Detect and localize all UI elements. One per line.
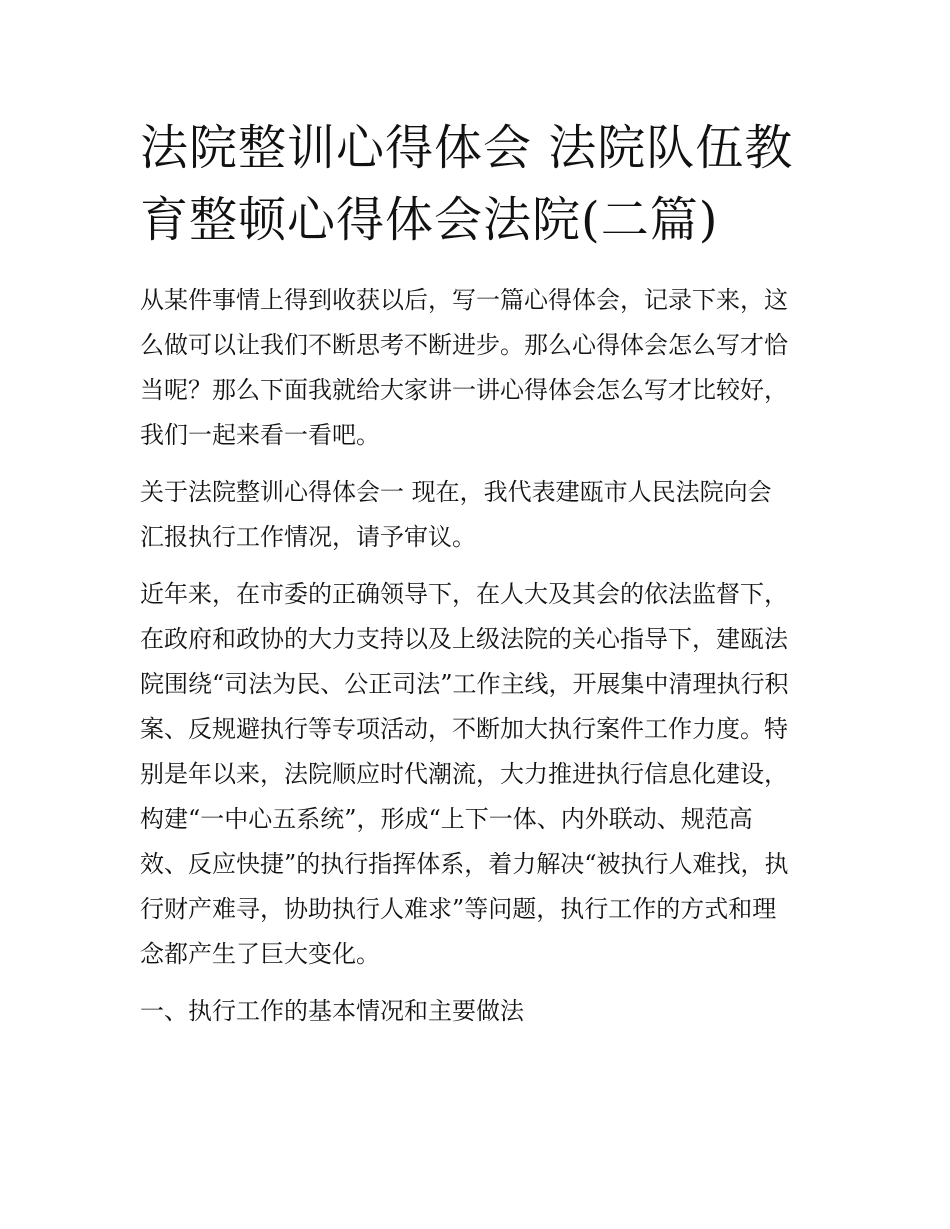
- text-line: 从某件事情上得到收获以后，写一篇心得体会，记录下来，这: [140, 286, 788, 314]
- text-line: 念都产生了巨大变化。: [140, 940, 380, 968]
- text-line: 关于法院整训心得体会一 现在，我代表建瓯市人民法院向会: [140, 478, 772, 506]
- text-line: 近年来，在市委的正确领导下，在人大及其会的依法监督下，: [140, 580, 788, 608]
- document-body: [140, 278, 820, 1034]
- report-opening-paragraph: [140, 470, 820, 560]
- title-line: 法院整训心得体会 法院队伍教: [140, 120, 794, 176]
- text-line: 汇报执行工作情况，请予审议。: [140, 523, 476, 551]
- document-title: [140, 112, 820, 256]
- text-line: 在政府和政协的大力支持以及上级法院的关心指导下，建瓯法: [140, 625, 788, 653]
- text-line: 么做可以让我们不断思考不断进步。那么心得体会怎么写才恰: [140, 331, 788, 359]
- intro-paragraph: [140, 278, 820, 458]
- text-line: 案、反规避执行等专项活动，不断加大执行案件工作力度。特: [140, 715, 788, 743]
- title-line: 育整顿心得体会法院(二篇): [140, 192, 719, 248]
- text-line: 构建“一中心五系统”，形成“上下一体、内外联动、规范高: [140, 805, 753, 833]
- background-paragraph: [140, 572, 820, 977]
- text-line: 当呢？那么下面我就给大家讲一讲心得体会怎么写才比较好，: [140, 376, 788, 404]
- section-heading: [140, 989, 820, 1034]
- text-line: 别是年以来，法院顺应时代潮流，大力推进执行信息化建设，: [140, 760, 788, 788]
- text-line: 院围绕“司法为民、公正司法”工作主线，开展集中清理执行积: [140, 670, 789, 698]
- text-line: 一、执行工作的基本情况和主要做法: [140, 997, 524, 1025]
- text-line: 我们一起来看一看吧。: [140, 421, 380, 449]
- text-line: 效、反应快捷”的执行指挥体系，着力解决“被执行人难找，执: [140, 850, 789, 878]
- document-page: [140, 112, 820, 1046]
- text-line: 行财产难寻，协助执行人难求”等问题，执行工作的方式和理: [140, 895, 777, 923]
